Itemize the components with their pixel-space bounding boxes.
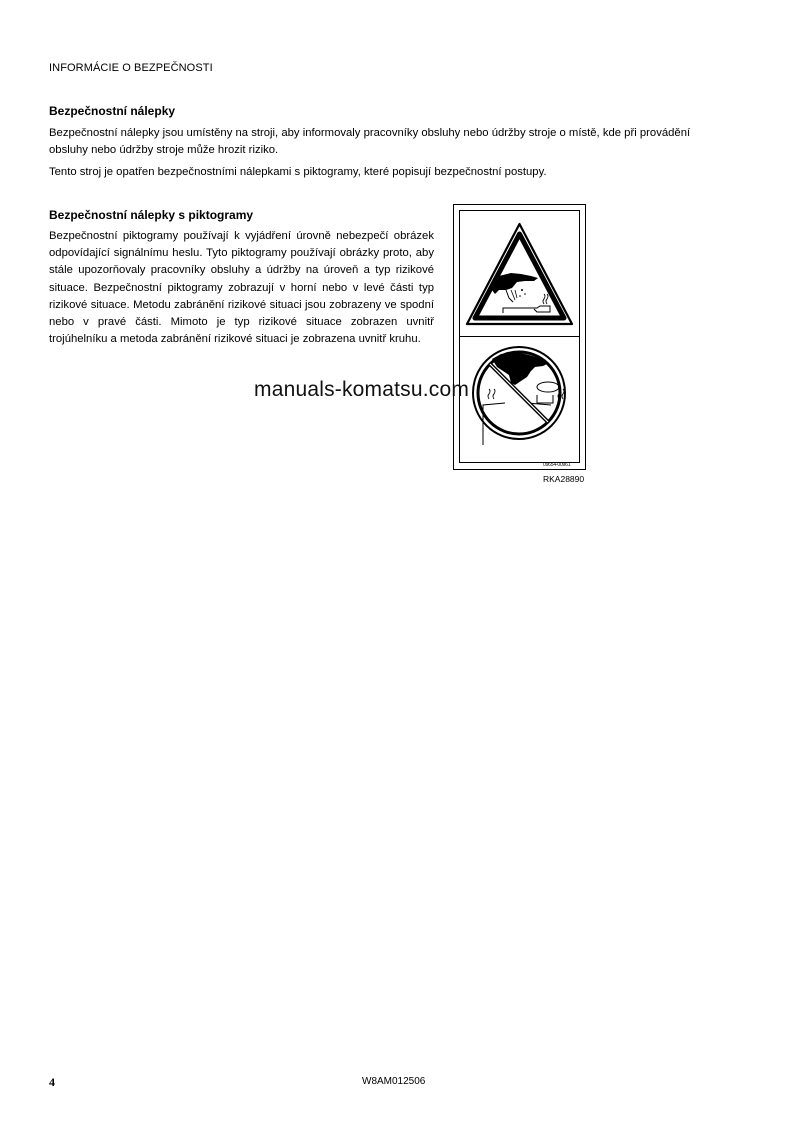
paragraph-pictogram-description: Bezpečnostní piktogramy používají k vyjádření úrovně nebezpečí obrázek odpovídající signálnímu heslu. Tyto piktogramy používají obrázky proto, aby stále upozorňovaly pracovníky obsluhy a údržby na úroveň a typ rizikové situace. Bezpečnostní piktogramy zobrazují v horní nebo v levé části typ rizikové situace. Metodu zabránění rizikové situaci jsou zobrazeny ve spodní nebo v pravé části. Mimoto je typ rizikové situace zobrazen uvnitř trojúhelníku a metoda zabránění rizikové situaci je zobrazena uvnitř kruhu. <box>49 230 434 346</box>
figure-caption: RKA28890 <box>543 474 585 484</box>
paragraph-safety-labels-pictograms: Tento stroj je opatřen bezpečnostními nálepkami s piktogramy, které popisují bezpečnostní postupy. <box>49 166 547 178</box>
heading-pictogram-labels: Bezpečnostní nálepky s piktogramy <box>49 208 254 222</box>
prohibition-circle-do-not-touch-hot-icon <box>459 337 580 452</box>
watermark: manuals-komatsu.com <box>254 378 470 401</box>
page-number: 4 <box>49 1075 55 1089</box>
warning-triangle-hot-surface-hand-icon <box>459 210 580 336</box>
figure-part-number: 09654-00961 <box>543 462 571 468</box>
paragraph-safety-labels-intro: Bezpečnostní nálepky jsou umístěny na stroji, aby informovaly pracovníky obsluhy nebo údržby stroje o místě, kde při provádění obsluhy nebo údržby stroje může hrozit riziko. <box>49 127 691 156</box>
section-header: INFORMÁCIE O BEZPEČNOSTI <box>49 62 213 74</box>
heading-safety-labels: Bezpečnostní nálepky <box>49 104 176 118</box>
document-code: W8AM012506 <box>362 1076 426 1087</box>
